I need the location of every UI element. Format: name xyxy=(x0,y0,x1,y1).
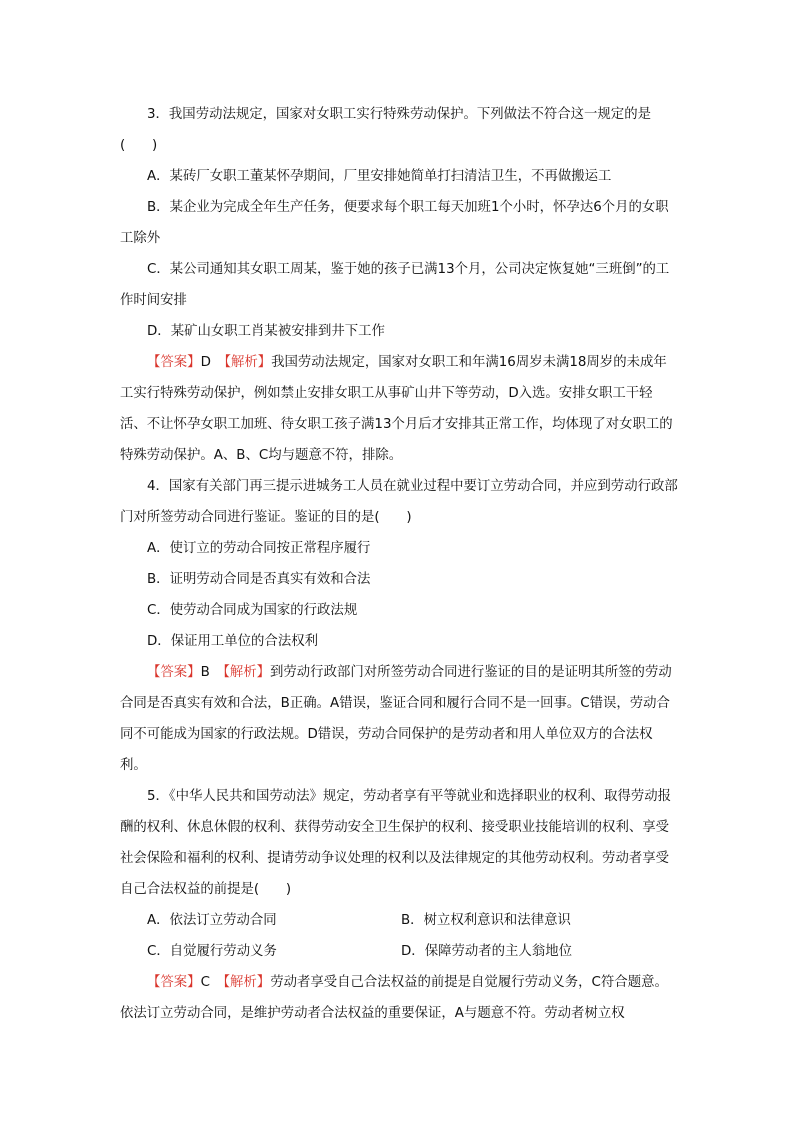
document-content xyxy=(120,99,678,1029)
answer-analysis xyxy=(120,347,678,471)
question-stem: 5．《中华人民共和国劳动法》规定，劳动者享有平等就业和选择职业的权利、取得劳动报酬的权利、休息休假的权利、获得劳动安全卫生保护的权利、接受职业技能培训的权利、享受社会保险和福利的权利、提请劳动争议处理的权利以及法律规定的其他劳动权利。劳动者享受自己合法权益的前提是( ) xyxy=(120,789,672,897)
question-4 xyxy=(120,471,678,781)
question-stem: 3．我国劳动法规定，国家对女职工实行特殊劳动保护。下列做法不符合这一规定的是( ) xyxy=(120,107,651,153)
option-a: A．依法订立劳动合同 xyxy=(147,913,277,928)
option-d: D．某矿山女职工肖某被安排到井下工作 xyxy=(147,324,385,339)
option-a: A．使订立的劳动合同按正常程序履行 xyxy=(147,541,371,556)
option-c: C．自觉履行劳动义务 xyxy=(147,944,277,959)
option-c: C．使劳动合同成为国家的行政法规 xyxy=(147,603,358,618)
option-d: D．保证用工单位的合法权利 xyxy=(147,634,318,649)
option-b: B．树立权利意识和法律意识 xyxy=(401,913,571,928)
question-3 xyxy=(120,99,678,471)
analysis-tag: 【解析】 xyxy=(223,665,271,680)
option-b: B．某企业为完成全年生产任务，便要求每个职工每天加班1个小时，怀孕达6个月的女职工除外 xyxy=(120,200,669,246)
answer-analysis xyxy=(120,967,678,1029)
option-c: C．某公司通知其女职工周某，鉴于她的孩子已满13个月，公司决定恢复她“三班倒”的工作时间安排 xyxy=(120,262,670,308)
option-a: A．某砖厂女职工董某怀孕期间，厂里安排她简单打扫清洁卫生，不再做搬运工 xyxy=(147,169,612,184)
question-stem: 4．国家有关部门再三提示进城务工人员在就业过程中要订立劳动合同，并应到劳动行政部门对所签劳动合同进行鉴证。鉴证的目的是( ) xyxy=(120,479,678,525)
options-row-1 xyxy=(120,905,678,936)
options-row-2 xyxy=(120,936,678,967)
option-d: D．保障劳动者的主人翁地位 xyxy=(401,944,572,959)
answer-tag: 【答案】 xyxy=(147,975,201,990)
analysis-text: 劳动者享受自己合法权益的前提是自觉履行劳动义务，C符合题意。依法订立劳动合同，是维护劳动者合法权益的重要保证，A与题意不符。劳动者树立权 xyxy=(120,975,668,1021)
analysis-tag: 【解析】 xyxy=(223,975,271,990)
answer-value: B xyxy=(200,665,210,680)
analysis-text: 到劳动行政部门对所签劳动合同进行鉴证的目的是证明其所签的劳动合同是否真实有效和合法，B正确。A错误，鉴证合同和履行合同不是一回事。C错误，劳动合同不可能成为国家的行政法规。D错误，劳动合同保护的是劳动者和用人单位双方的合法权利。 xyxy=(120,665,672,773)
question-5 xyxy=(120,781,678,1029)
answer-value: C xyxy=(200,975,210,990)
analysis-tag: 【解析】 xyxy=(224,355,272,370)
answer-tag: 【答案】 xyxy=(147,665,201,680)
answer-value: D xyxy=(200,355,211,370)
answer-analysis xyxy=(120,657,678,781)
option-b: B．证明劳动合同是否真实有效和合法 xyxy=(147,572,371,587)
answer-tag: 【答案】 xyxy=(147,355,201,370)
analysis-text: 我国劳动法规定，国家对女职工和年满16周岁未满18周岁的未成年工实行特殊劳动保护，例如禁止安排女职工从事矿山井下等劳动，D入选。安排女职工干轻活、不让怀孕女职工加班、待女职工孩子满13个月后才安排其正常工作，均体现了对女职工的特殊劳动保护。A、B、C均与题意不符，排除。 xyxy=(120,355,673,463)
